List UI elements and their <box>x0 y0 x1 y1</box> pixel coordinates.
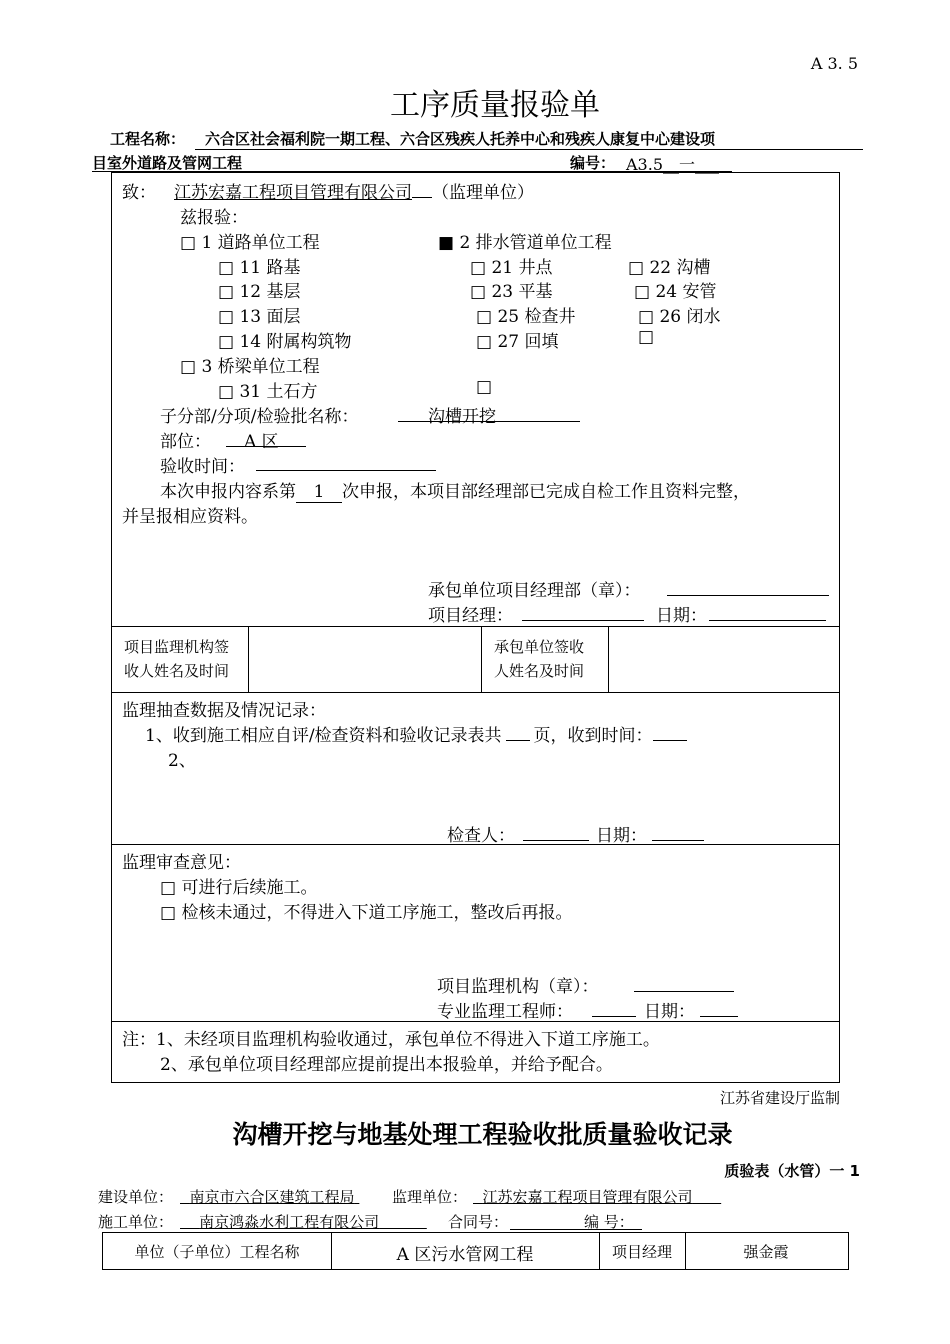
contractor-date-label: 日期： <box>656 606 707 626</box>
inspector-label: 检查人： <box>447 826 515 846</box>
review-title: 监理审查意见： <box>122 853 241 873</box>
supervision-org-field[interactable] <box>634 972 734 992</box>
supervision-company: 江苏宏嘉工程项目管理有限公司 <box>174 183 412 203</box>
contractor-date-field[interactable] <box>709 601 826 621</box>
checkbox-31[interactable]: □ 31 土石方 <box>218 382 318 402</box>
project-manager-header: 项目经理 <box>611 1243 672 1261</box>
builder-label: 建设单位： <box>98 1188 174 1206</box>
supervision-engineer-field[interactable] <box>592 997 636 1017</box>
location-field[interactable] <box>226 427 306 452</box>
checkbox-24[interactable]: □ 24 安管 <box>634 282 717 302</box>
number-label: 编号： <box>570 154 616 172</box>
builder-value: 南京市六合区建筑工程局 <box>189 1188 355 1206</box>
record-code: 质验表（水管）一 1 <box>724 1162 860 1180</box>
number-value: A3.5__一___ <box>626 155 720 174</box>
checkbox-25[interactable]: □ 25 检查井 <box>476 307 576 327</box>
checkbox-bridge-unit[interactable]: □ 3 桥梁单位工程 <box>180 357 320 377</box>
subitem-field[interactable] <box>398 402 580 427</box>
contractor-dept-label: 承包单位项目经理部（章）： <box>428 581 641 601</box>
supervision-engineer-label: 专业监理工程师： <box>437 1002 573 1022</box>
project-manager-label: 项目经理： <box>428 606 513 626</box>
contractor-value: 南京鸿淼水利工程有限公司 <box>199 1213 380 1231</box>
unit-project-name-value: A 区污水管网工程 <box>396 1245 534 1265</box>
supervision-org-label: 项目监理机构（章）： <box>437 977 599 997</box>
checkbox-blank-2[interactable]: □ <box>476 377 493 397</box>
declaration-line1: 本次申报内容系第 1 次申报，本项目部经理部已完成自检工作且资料完整， <box>160 482 750 502</box>
declaration-count: 1 <box>296 482 342 503</box>
checkbox-26[interactable]: □ 26 闭水 <box>638 307 721 327</box>
project-manager-field[interactable] <box>522 601 644 621</box>
checkbox-23[interactable]: □ 23 平基 <box>470 282 553 302</box>
declaration-line2: 并呈报相应资料。 <box>122 507 258 527</box>
record-title: 沟槽开挖与地基处理工程验收批质量验收记录 <box>232 1120 733 1149</box>
issuer: 江苏省建设厅监制 <box>719 1089 840 1107</box>
page-title: 工序质量报验单 <box>390 88 600 123</box>
record-number-field[interactable] <box>574 1211 642 1230</box>
project-name-line1: 六合区社会福利院一期工程、六合区残疾人托养中心和残疾人康复中心建设项 <box>205 130 716 148</box>
subitem-value: 沟槽开挖 <box>428 407 496 427</box>
note-2: 2、承包单位项目经理部应提前提出本报验单，并给予配合。 <box>160 1055 613 1075</box>
checkbox-blank-1[interactable]: □ <box>638 327 655 347</box>
checkbox-27[interactable]: □ 27 回填 <box>476 332 559 352</box>
accept-time-field[interactable] <box>256 452 436 471</box>
supervision-sign-label-2: 收人姓名及时间 <box>124 662 230 680</box>
report-intro: 兹报验： <box>180 208 248 228</box>
inspection-title: 监理抽查数据及情况记录： <box>122 701 326 721</box>
supervisor-label: 监理单位： <box>392 1188 468 1206</box>
checkbox-22[interactable]: □ 22 沟槽 <box>628 258 711 278</box>
contractor-sign-label-2: 人姓名及时间 <box>494 662 585 680</box>
inspection-item-1: 1、收到施工相应自评/检查资料和验收记录表共 页，收到时间： <box>145 721 687 746</box>
checkbox-21[interactable]: □ 21 井点 <box>470 258 553 278</box>
checkbox-11[interactable]: □ 11 路基 <box>218 258 301 278</box>
unit-project-name-label: 单位（子单位）工程名称 <box>134 1243 300 1261</box>
review-date-label: 日期： <box>644 1002 695 1022</box>
inspector-field[interactable] <box>523 821 589 841</box>
inspection-item-2: 2、 <box>168 751 196 771</box>
checkbox-14[interactable]: □ 14 附属构筑物 <box>218 332 352 352</box>
subitem-label: 子分部/分项/检验批名称： <box>160 407 359 427</box>
form-code: A 3. 5 <box>810 54 858 73</box>
to-line: 致： 江苏宏嘉工程项目管理有限公司 （监理单位） <box>122 183 534 203</box>
checkbox-drain-unit[interactable]: ■ 2 排水管道单位工程 <box>438 233 612 253</box>
project-name-line2: 目室外道路及管网工程 <box>92 154 243 172</box>
checkbox-12[interactable]: □ 12 基层 <box>218 282 301 302</box>
accept-time-label: 验收时间： <box>160 457 245 477</box>
inspection-date-label: 日期： <box>596 826 647 846</box>
location-label: 部位： <box>160 432 211 452</box>
review-option-continue[interactable]: □ 可进行后续施工。 <box>160 878 318 898</box>
contract-number-field[interactable] <box>510 1211 574 1230</box>
contractor-sign-label-1: 承包单位签收 <box>494 638 585 656</box>
review-date-field[interactable] <box>700 997 738 1017</box>
checkbox-road-unit[interactable]: □ 1 道路单位工程 <box>180 233 320 253</box>
supervision-sign-field[interactable] <box>250 628 479 690</box>
supervisor-value: 江苏宏嘉工程项目管理有限公司 <box>482 1188 693 1206</box>
note-1: 注：1、未经项目监理机构验收通过，承包单位不得进入下道工序施工。 <box>122 1030 660 1050</box>
contract-number-label: 合同号： <box>448 1213 509 1231</box>
inspection-date-field[interactable] <box>652 821 704 841</box>
project-label: 工程名称： <box>110 130 186 148</box>
supervision-sign-label-1: 项目监理机构签 <box>124 638 230 656</box>
checkbox-13[interactable]: □ 13 面层 <box>218 307 301 327</box>
project-manager-name: 强金霞 <box>743 1243 789 1261</box>
contractor-label: 施工单位： <box>98 1213 174 1231</box>
contractor-dept-field[interactable] <box>667 576 829 596</box>
record-number-label: 编 号： <box>584 1213 634 1231</box>
location-value: A 区 <box>244 432 279 452</box>
review-option-rejected[interactable]: □ 检核未通过，不得进入下道工序施工，整改后再报。 <box>160 903 573 923</box>
contractor-sign-field[interactable] <box>610 628 836 690</box>
